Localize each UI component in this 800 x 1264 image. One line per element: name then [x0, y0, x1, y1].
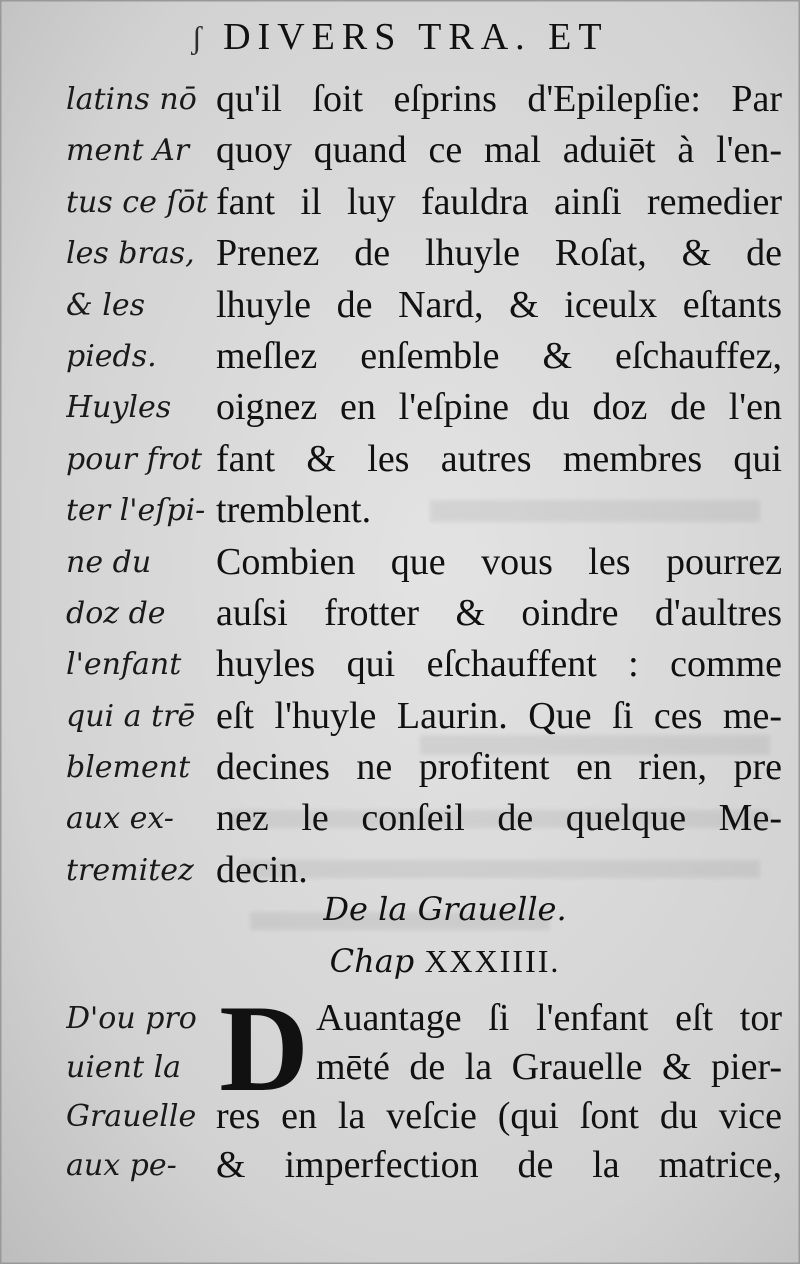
body-text-2: [216, 980, 782, 1190]
margin-note-line: Grauelle: [66, 1099, 197, 1134]
body-line: huyles qui eſchauffent : comme: [216, 643, 782, 686]
body-line: Prenez de lhuyle Roſat, & de: [216, 232, 782, 275]
running-header: [0, 8, 800, 66]
margin-note-line: blement: [66, 750, 191, 786]
header-mark-icon: ʃ: [191, 18, 210, 55]
margin-note-line: latins nō: [66, 82, 197, 117]
chapter-label: Chap: [329, 942, 415, 980]
body-line: quoy quand ce mal aduiēt à l'en-: [216, 129, 782, 172]
body-line: oignez en l'eſpine du doz de l'en: [216, 386, 782, 429]
body-line: auſsi frotter & oindre d'aultres: [216, 591, 782, 634]
margin-note-line: tus ce ſōt: [66, 184, 208, 220]
body-line: decin.: [216, 848, 308, 891]
body-line: lhuyle de Nard, & iceulx eſtants: [216, 283, 782, 326]
body-line: fant & les autres membres qui: [216, 437, 782, 480]
body-line: decines ne profitent en rien, pre: [216, 746, 782, 789]
margin-note-line: ment Ar: [66, 133, 190, 169]
chapter-number-heading: [0, 942, 800, 980]
body-line: nez le conſeil de quelque Me-: [216, 797, 782, 840]
body-line: eſt l'huyle Laurin. Que ſi ces me-: [216, 694, 782, 737]
body-line: Auantage ſi l'enfant eſt tor: [316, 997, 782, 1039]
margin-note-line: ne du: [66, 544, 152, 580]
margin-note-line: qui a trē: [66, 698, 196, 734]
chapter-number: XXXIIII.: [424, 943, 561, 979]
margin-note-line: aux ex-: [66, 801, 174, 837]
margin-note-line: uient la: [66, 1050, 182, 1085]
body-line: mēté de la Grauelle & pier-: [316, 1046, 782, 1088]
body-line: res en la veſcie (qui ſont du vice: [216, 1095, 782, 1137]
body-line: qu'il ſoit eſprins d'Epilepſie: Par: [216, 78, 782, 120]
margin-note-line: les bras,: [66, 236, 195, 272]
margin-note-line: aux pe-: [66, 1148, 177, 1183]
chapter-title: De la Grauelle.: [323, 890, 567, 928]
drop-cap: D: [219, 980, 309, 1117]
body-line: tremblent.: [216, 489, 372, 532]
margin-note-line: D'ou pro: [66, 1001, 197, 1036]
margin-note-line: pieds.: [66, 338, 157, 374]
margin-notes-2: [66, 994, 214, 1190]
margin-note-line: Huyles: [66, 390, 172, 426]
body-line: Combien que vous les pourrez: [216, 540, 782, 583]
margin-notes: [66, 74, 214, 896]
margin-note-line: pour frot: [66, 441, 203, 477]
margin-note-line: & les: [66, 287, 145, 323]
header-title: DIVERS TRA. ET: [223, 16, 609, 58]
body-text: [216, 74, 782, 896]
margin-note-line: doz de: [66, 595, 166, 631]
margin-note-line: l'enfant: [66, 647, 182, 683]
margin-note-line: ter l'eſpi-: [66, 493, 206, 529]
margin-note-line: tremitez: [66, 852, 194, 888]
body-line: fant il luy fauldra ainſi remedier: [216, 180, 782, 223]
body-line: meſlez enſemble & eſchauffez,: [216, 334, 782, 377]
body-line: & imperfection de la matrice,: [216, 1144, 782, 1186]
